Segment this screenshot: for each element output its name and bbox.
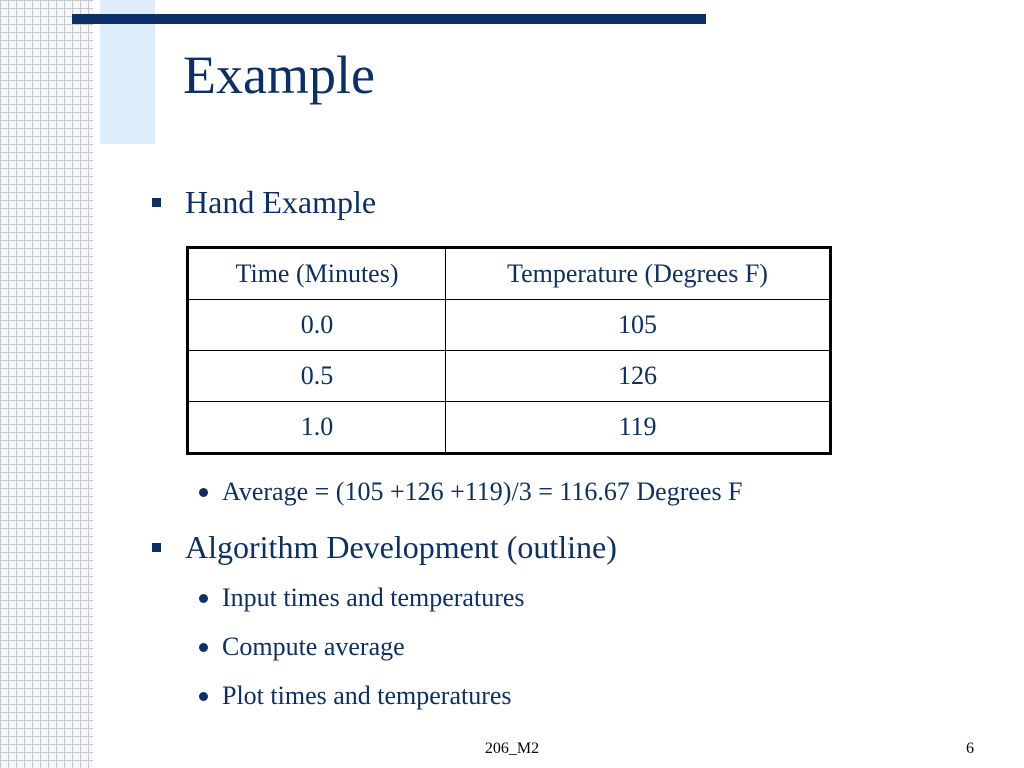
table-row	[188, 351, 831, 402]
column-header-temperature: Temperature (Degrees F)	[446, 248, 831, 300]
table-cell-time: 1.0	[188, 402, 446, 454]
table-cell-temperature: 119	[446, 402, 831, 454]
sub-bullet-text: Average = (105 +126 +119)/3 = 116.67 Degrees F	[222, 477, 743, 506]
bullet-algorithm-development	[152, 527, 617, 567]
round-bullet-icon	[199, 643, 208, 652]
footer-label: 206_M2	[484, 740, 540, 757]
round-bullet-icon	[199, 692, 208, 701]
bullet-hand-example	[152, 182, 376, 222]
slide-title: Example	[183, 45, 375, 105]
bullet-text: Algorithm Development (outline)	[185, 528, 617, 565]
sub-bullet-text: Input times and temperatures	[222, 583, 525, 612]
round-bullet-icon	[199, 594, 208, 603]
round-bullet-icon	[199, 488, 208, 497]
title-accent-bar	[72, 14, 706, 24]
sub-bullet-average	[199, 475, 743, 509]
table-cell-temperature: 105	[446, 300, 831, 351]
sub-bullet-text: Plot times and temperatures	[222, 681, 512, 710]
sub-bullet-compute	[199, 630, 405, 664]
table-cell-time: 0.0	[188, 300, 446, 351]
column-header-time: Time (Minutes)	[188, 248, 446, 300]
sub-bullet-text: Compute average	[222, 632, 405, 661]
table-cell-time: 0.5	[188, 351, 446, 402]
bullet-text: Hand Example	[185, 183, 377, 220]
page-number: 6	[966, 740, 974, 757]
square-bullet-icon	[152, 543, 161, 552]
table-row	[188, 402, 831, 454]
sub-bullet-input	[199, 581, 525, 615]
table-cell-temperature: 126	[446, 351, 831, 402]
grid-background-stripe	[0, 0, 93, 768]
data-table	[186, 246, 832, 455]
sub-bullet-plot	[199, 679, 512, 713]
table-header-row	[188, 248, 831, 300]
square-bullet-icon	[152, 198, 161, 207]
table-row	[188, 300, 831, 351]
